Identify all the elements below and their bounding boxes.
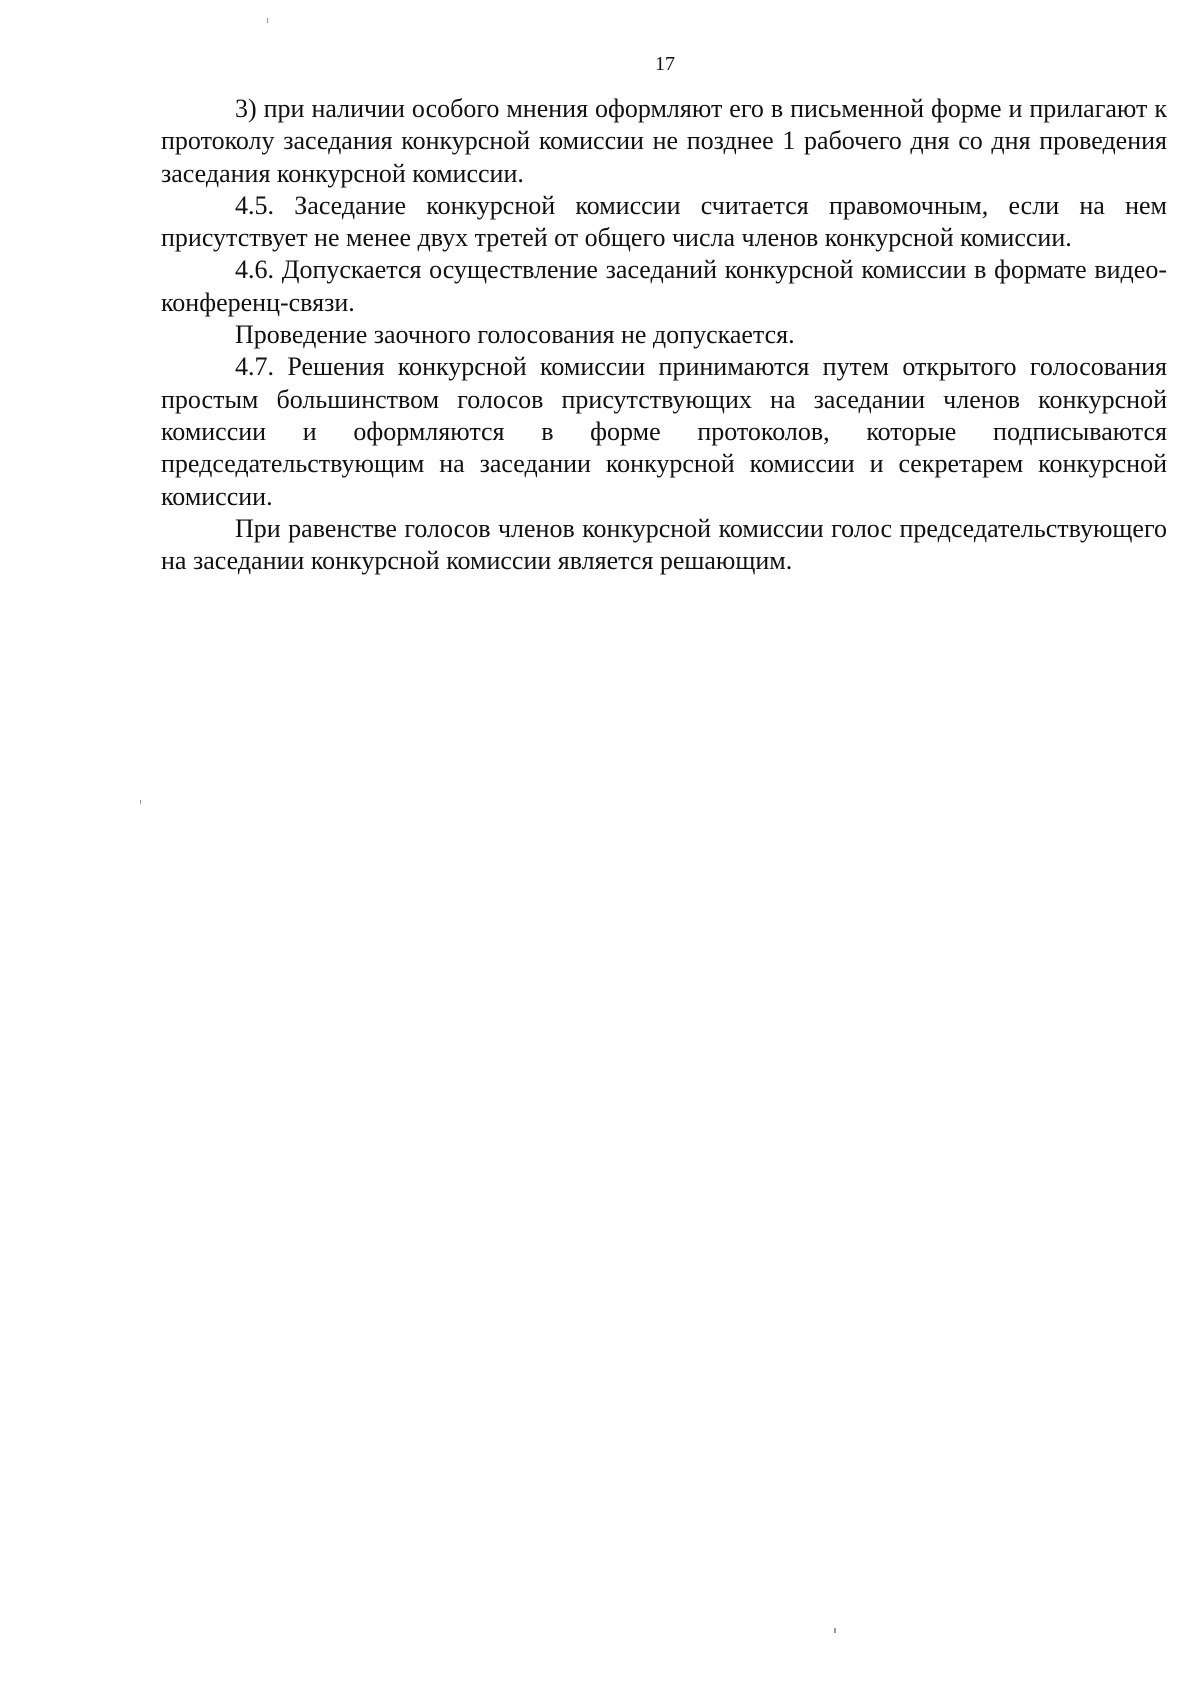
paragraph-4-5-quorum: 4.5. Заседание конкурсной комиссии считается правомочным, если на нем присутствует не менее двух третей от общего числа членов конкурсной комиссии. [161,190,1167,253]
paragraph-4-6-video-conference: 4.6. Допускается осуществление заседаний конкурсной комиссии в формате видео-конференц-связи. [161,255,1167,317]
paragraph-special-opinion: 3) при наличии особого мнения оформляют его в письменной форме и прилагают к протоколу заседания конкурсной комиссии не позднее 1 рабочего дня со дня проведения заседания конкурсной комиссии. [161,94,1167,188]
paragraph-4-7-decisions: 4.7. Решения конкурсной комиссии принимаются путем открытого голосования простым большинством голосов присутствующих на заседании членов конкурсной комиссии и оформляются в форме протоколов, которые подписываются председательствующим на заседании конкурсной комиссии и секретарем конкурсной комиссии. [161,352,1167,511]
document-body [161,93,1167,577]
scan-speck-left [140,800,141,804]
paragraph-tie-vote: При равенстве голосов членов конкурсной комиссии голос председательствующего на заседании конкурсной комиссии является решающим. [161,513,1167,576]
scan-speck-top [267,18,268,23]
paragraph-absentee-voting: Проведение заочного голосования не допускается. [235,320,795,350]
scan-speck-bottom [834,1628,836,1633]
page-number: 17 [655,53,675,75]
